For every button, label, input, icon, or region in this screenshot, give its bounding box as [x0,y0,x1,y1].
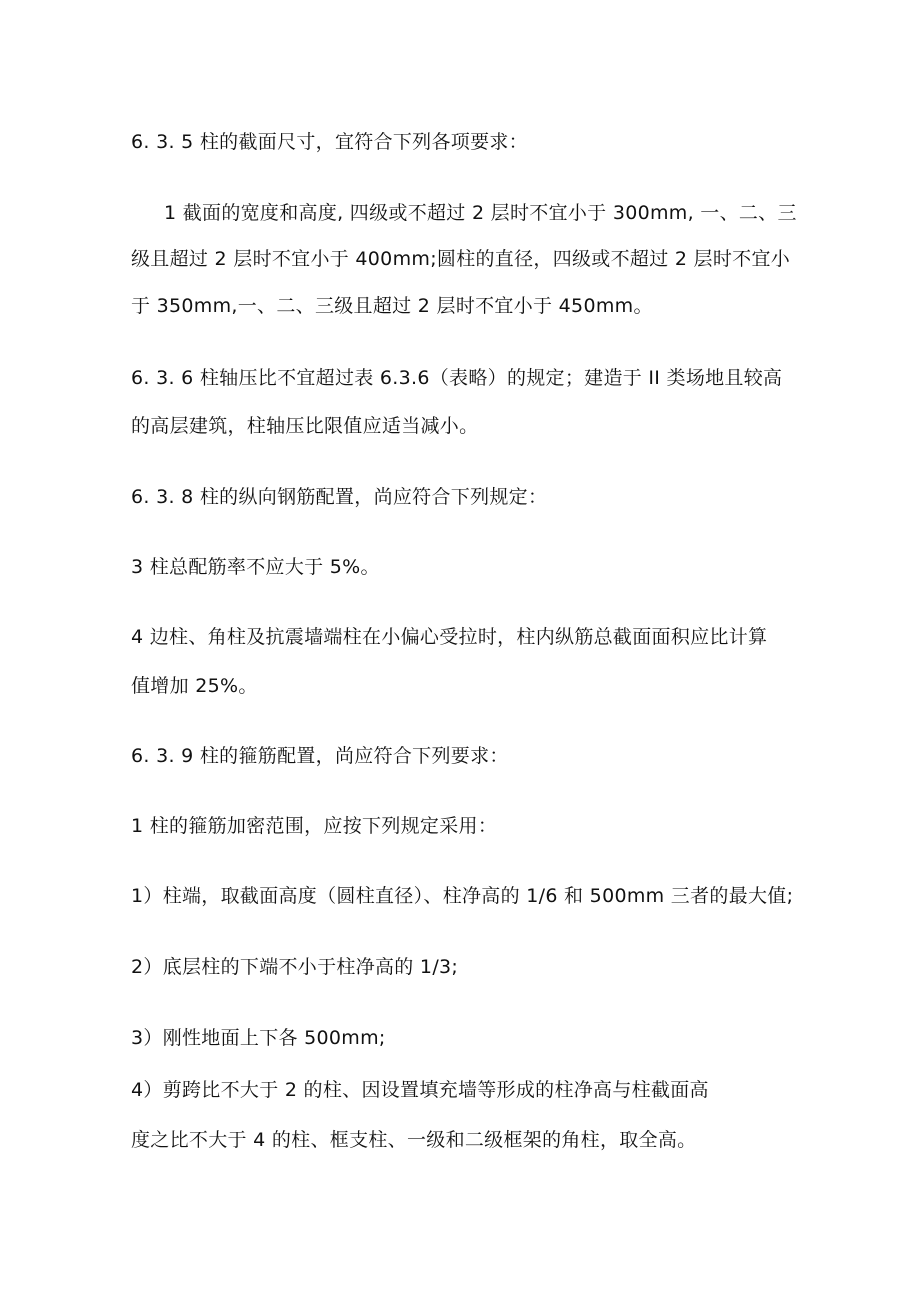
clause-6-3-6-line-2: 的高层建筑，柱轴压比限值应适当减小。 [131,415,479,437]
clause-6-3-9-sub-3: 3）刚性地面上下各 500mm; [131,1027,386,1049]
clause-6-3-9-item-1: 1 柱的箍筋加密范围，应按下列规定采用： [131,815,498,837]
clause-6-3-8-heading: 6. 3. 8 柱的纵向钢筋配置，尚应符合下列规定： [131,486,548,508]
clause-6-3-5-item-1-line-3: 于 350mm,一、二、三级且超过 2 层时不宜小于 450mm。 [131,295,653,317]
clause-6-3-5-item-1-line-2: 级且超过 2 层时不宜小于 400mm;圆柱的直径，四级或不超过 2 层时不宜小 [131,248,791,270]
clause-6-3-5-heading: 6. 3. 5 柱的截面尺寸，宜符合下列各项要求： [131,131,528,153]
clause-6-3-9-sub-4-line-2: 度之比不大于 4 的柱、框支柱、一级和二级框架的角柱，取全高。 [131,1129,697,1151]
clause-6-3-8-item-3: 3 柱总配筋率不应大于 5%。 [131,556,380,578]
clause-6-3-9-heading: 6. 3. 9 柱的箍筋配置，尚应符合下列要求： [131,745,509,767]
clause-6-3-9-sub-4-line-1: 4）剪跨比不大于 2 的柱、因设置填充墙等形成的柱净高与柱截面高 [131,1079,709,1101]
clause-6-3-6-line-1: 6. 3. 6 柱轴压比不宜超过表 6.3.6（表略）的规定；建造于 II 类场地且较高 [131,367,783,389]
clause-6-3-8-item-4-line-1: 4 边柱、角柱及抗震墙端柱在小偏心受拉时，柱内纵筋总截面面积应比计算 [131,626,768,648]
clause-6-3-5-item-1-line-1: 1 截面的宽度和高度, 四级或不超过 2 层时不宜小于 300mm, 一、二、三 [164,202,797,224]
clause-6-3-9-sub-2: 2）底层柱的下端不小于柱净高的 1/3; [131,956,459,978]
clause-6-3-8-item-4-line-2: 值增加 25%。 [131,675,258,697]
clause-6-3-9-sub-1: 1）柱端，取截面高度（圆柱直径）、柱净高的 1/6 和 500mm 三者的最大值; [131,885,794,907]
